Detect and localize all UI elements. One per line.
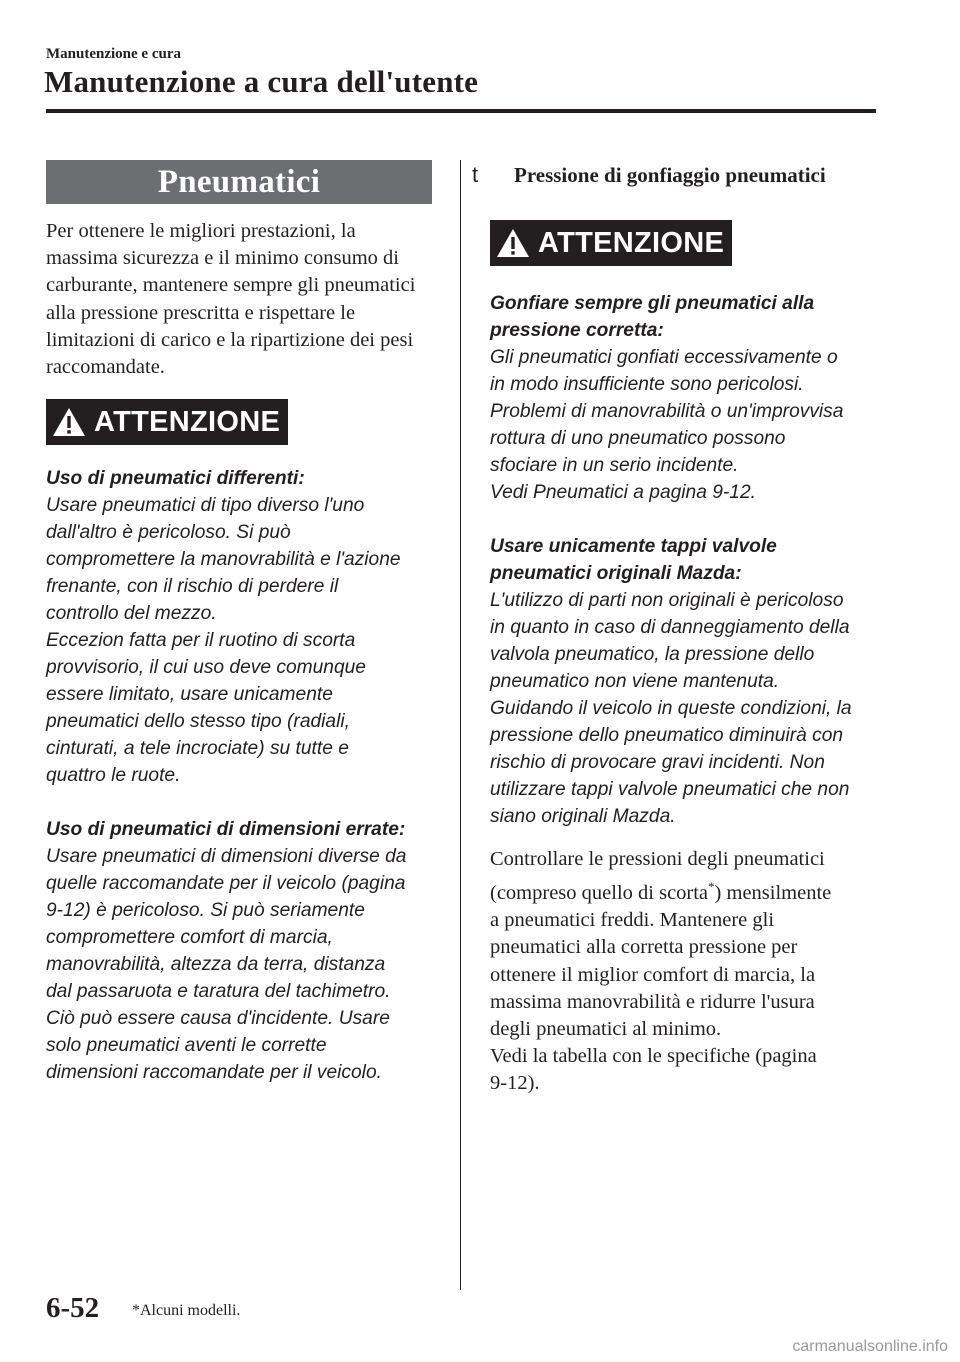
page-number: 6-52 xyxy=(46,1292,100,1324)
body-line: 9-12). xyxy=(490,1072,540,1095)
warning-line: Eccezion fatta per il ruotino di scorta xyxy=(46,630,356,652)
warning-title: Uso di pneumatici differenti: xyxy=(46,468,305,490)
warning-line: in modo insufficiente sono pericolosi. xyxy=(490,374,804,395)
warning-line: solo pneumatici aventi le corrette xyxy=(46,1035,327,1057)
warning-line: rottura di uno pneumatico possono xyxy=(490,428,786,449)
warning-badge xyxy=(46,399,288,445)
body-line: a pneumatici freddi. Mantenere gli xyxy=(490,909,775,932)
warning-text xyxy=(46,465,432,1086)
warning-triangle-icon xyxy=(496,228,530,258)
header-rule xyxy=(46,109,876,113)
warning-line: pneumatici dello stesso tipo (radiali, xyxy=(46,711,350,733)
warning-line: 9-12) è pericoloso. Si può seriamente xyxy=(46,900,365,922)
warning-line: cinturati, a tele incrociate) su tutte e xyxy=(46,738,349,760)
body-line: massima manovrabilità e ridurre l'usura xyxy=(490,990,815,1013)
footnote: *Alcuni modelli. xyxy=(132,1302,241,1319)
warning-line: controllo del mezzo. xyxy=(46,603,217,625)
warning-badge xyxy=(490,220,732,266)
body-line: pneumatici alla corretta pressione per xyxy=(490,936,798,959)
warning-line: Usare pneumatici di tipo diverso l'uno xyxy=(46,495,365,517)
warning-line: sfociare in un serio incidente. xyxy=(490,455,739,476)
intro-paragraph: Per ottenere le migliori prestazioni, la massima sicurezza e il minimo consumo di carburante, mantenere sempre gli pneumatici alla pressione prescritta e rispettare le limitazioni di carico e la ripartizione dei pesi raccomandate. xyxy=(46,220,416,379)
warning-line: essere limitato, usare unicamente xyxy=(46,684,333,706)
warning-block-right xyxy=(490,220,882,830)
section-title: Pneumatici xyxy=(46,160,432,204)
warning-line: dimensioni raccomandate per il veicolo. xyxy=(46,1062,382,1084)
warning-triangle-icon xyxy=(52,407,86,437)
warning-line: frenante, con il rischio di perdere il xyxy=(46,576,339,598)
warning-line: Usare pneumatici di dimensioni diverse da xyxy=(46,846,407,868)
warning-line: in quanto in caso di danneggiamento della xyxy=(490,617,850,638)
warning-title: Uso di pneumatici di dimensioni errate: xyxy=(46,819,406,841)
body-line: Vedi la tabella con le specifiche (pagina xyxy=(490,1045,817,1068)
warning-title: pressione corretta: xyxy=(490,320,664,341)
warning-line: pressione dello pneumatico diminuirà con xyxy=(490,725,844,746)
warning-line: Guidando il veicolo in queste condizioni, la xyxy=(490,698,852,719)
pressure-paragraph xyxy=(490,846,882,1098)
body-line: Controllare le pressioni degli pneumatici xyxy=(490,848,825,870)
warning-line: compromettere la manovrabilità e l'azione xyxy=(46,549,401,571)
warning-line: provvisorio, il cui uso deve comunque xyxy=(46,657,366,679)
right-column xyxy=(472,160,882,1098)
chapter-label: Manutenzione e cura xyxy=(46,46,181,62)
subsection-title: Pressione di gonfiaggio pneumatici xyxy=(514,162,826,187)
warning-line: dall'altro è pericoloso. Si può xyxy=(46,522,291,544)
left-column xyxy=(46,160,432,1086)
warning-line: utilizzare tappi valvole pneumatici che non xyxy=(490,779,850,800)
warning-line: siano originali Mazda. xyxy=(490,806,676,827)
body-line: degli pneumatici al minimo. xyxy=(490,1018,722,1041)
body-line: ottenere il miglior comfort di marcia, la xyxy=(490,963,816,986)
footnote-asterisk: * xyxy=(708,879,715,895)
warning-line: Ciò può essere causa d'incidente. Usare xyxy=(46,1008,390,1030)
warning-line: Problemi di manovrabilità o un'improvvisa xyxy=(490,401,844,422)
body-line: (compreso quello di scorta*) mensilmente xyxy=(490,879,832,905)
warning-line: Gli pneumatici gonfiati eccessivamente o xyxy=(490,347,838,368)
warning-text xyxy=(490,290,882,830)
warning-line: Vedi Pneumatici a pagina 9-12. xyxy=(490,482,756,503)
column-divider xyxy=(460,160,461,1290)
warning-block-left xyxy=(46,399,432,1086)
warning-line: quattro le ruote. xyxy=(46,765,181,787)
watermark: carmanualsonline.info xyxy=(792,1338,948,1355)
warning-title: Gonfiare sempre gli pneumatici alla xyxy=(490,293,815,314)
warning-line: manovrabilità, altezza da terra, distanza xyxy=(46,954,386,976)
warning-line: compromettere comfort di marcia, xyxy=(46,927,333,949)
warning-label: ATTENZIONE xyxy=(94,405,281,438)
page-title: Manutenzione a cura dell'utente xyxy=(44,64,479,99)
warning-title: pneumatici originali Mazda: xyxy=(490,563,742,584)
warning-title: Usare unicamente tappi valvole xyxy=(490,536,777,557)
warning-line: pneumatico non viene mantenuta. xyxy=(490,671,780,692)
warning-line: quelle raccomandate per il veicolo (pagina xyxy=(46,873,406,895)
warning-line: valvola pneumatico, la pressione dello xyxy=(490,644,815,665)
section-marker: t xyxy=(472,162,479,187)
warning-line: rischio di provocare gravi incidenti. Non xyxy=(490,752,825,773)
subsection-heading xyxy=(472,160,882,190)
warning-line: dal passaruota e taratura del tachimetro. xyxy=(46,981,391,1003)
warning-line: L'utilizzo di parti non originali è pericoloso xyxy=(490,590,844,611)
warning-label: ATTENZIONE xyxy=(538,226,725,259)
